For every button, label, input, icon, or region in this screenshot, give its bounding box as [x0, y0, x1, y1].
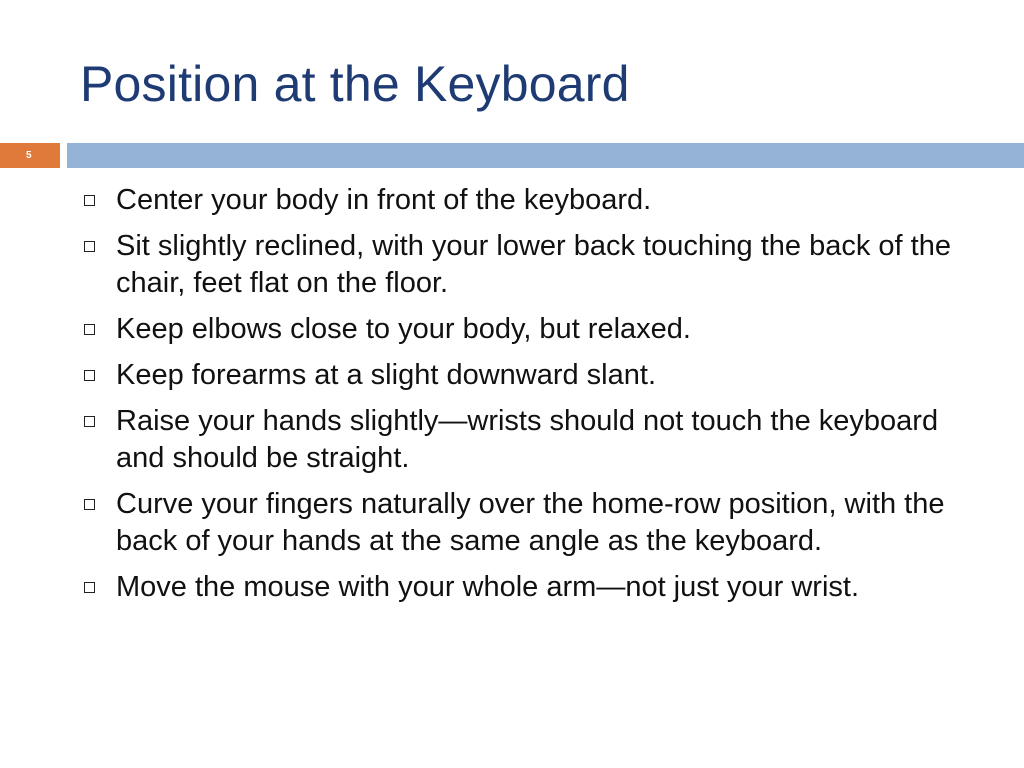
bullet-text: Keep elbows close to your body, but relaxed.: [116, 313, 691, 345]
square-bullet-icon: [84, 195, 95, 206]
bullet-item: [80, 403, 980, 477]
bullet-item: [80, 357, 980, 394]
square-bullet-icon: [84, 370, 95, 381]
square-bullet-icon: [84, 499, 95, 510]
bullet-text: Raise your hands slightly—wrists should not touch the keyboard and should be straight.: [116, 405, 939, 474]
square-bullet-icon: [84, 582, 95, 593]
title-accent-bar: [67, 143, 1024, 168]
bullet-item: [80, 486, 980, 560]
bullet-item: [80, 182, 980, 219]
bullet-text: Center your body in front of the keyboard.: [116, 184, 652, 216]
bullet-item: [80, 311, 980, 348]
square-bullet-icon: [84, 241, 95, 252]
page-number-badge: 5: [0, 143, 60, 168]
square-bullet-icon: [84, 324, 95, 335]
bullet-item: [80, 228, 980, 302]
bullet-item: [80, 569, 980, 606]
slide-title: Position at the Keyboard: [80, 56, 630, 112]
bullet-text: Curve your fingers naturally over the home-row position, with the back of your hands at the same angle as the keyboard.: [116, 488, 945, 557]
square-bullet-icon: [84, 416, 95, 427]
bullet-list: [80, 182, 980, 615]
bullet-text: Sit slightly reclined, with your lower back touching the back of the chair, feet flat on the floor.: [116, 230, 951, 299]
bullet-text: Move the mouse with your whole arm—not just your wrist.: [116, 571, 859, 603]
bullet-text: Keep forearms at a slight downward slant.: [116, 359, 656, 391]
